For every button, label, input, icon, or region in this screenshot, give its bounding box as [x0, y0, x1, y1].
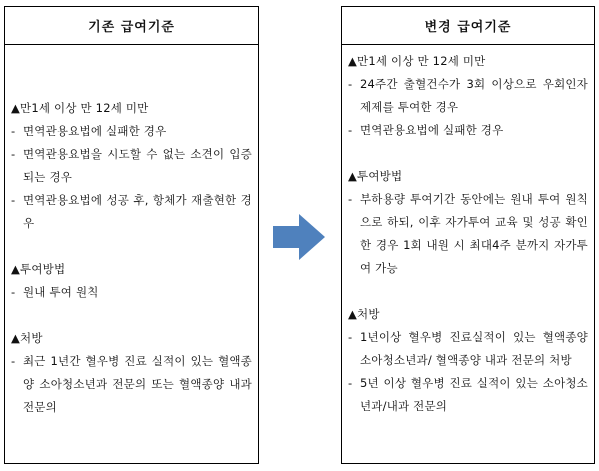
list-item-text: 면역관용요법을 시도할 수 없는 소견이 입증되는 경우 — [23, 147, 252, 184]
list-item — [11, 143, 252, 189]
list-item — [11, 281, 252, 304]
list-item — [11, 350, 252, 419]
dash-bullet: - — [348, 376, 353, 390]
dash-bullet: - — [348, 77, 353, 91]
new-prescription-section — [348, 303, 588, 418]
list-item-text: 면역관용요법에 성공 후, 항체가 재출현한 경우 — [23, 193, 252, 230]
list-item-text: 원내 투여 원칙 — [23, 285, 99, 299]
old-prescription-section-title: ▲처방 — [11, 331, 43, 345]
old-criteria-title: 기존 급여기준 — [5, 7, 258, 45]
list-item-text: 24주간 출혈건수가 3회 이상으로 우회인자제제를 투여한 경우 — [360, 77, 588, 114]
dash-bullet: - — [11, 354, 16, 368]
old-method-section-title: ▲투여방법 — [11, 262, 66, 276]
list-item — [11, 120, 252, 143]
list-item — [348, 326, 588, 372]
dash-bullet: - — [11, 147, 16, 161]
dash-bullet: - — [348, 123, 353, 137]
old-criteria-body — [5, 45, 258, 419]
old-criteria-panel — [4, 6, 259, 464]
list-item — [348, 372, 588, 418]
old-age-section — [11, 97, 252, 235]
dash-bullet: - — [348, 330, 353, 344]
list-item — [11, 189, 252, 235]
old-age-section-title: ▲만1세 이상 만 12세 미만 — [11, 101, 149, 115]
new-criteria-panel — [341, 6, 595, 464]
list-item-text: 1년이상 혈우병 진료실적이 있는 혈액종양 소아청소년과/ 혈액종양 내과 전문의 처방 — [360, 330, 588, 367]
new-method-section — [348, 165, 588, 280]
list-item-text: 5년 이상 혈우병 진료 실적이 있는 소아청소년과/내과 전문의 — [360, 376, 588, 413]
new-age-section-title: ▲만1세 이상 만 12세 미만 — [348, 54, 486, 68]
dash-bullet: - — [11, 285, 16, 299]
new-criteria-body — [342, 45, 594, 418]
list-item — [348, 119, 588, 142]
list-item-text: 최근 1년간 혈우병 진료 실적이 있는 혈액종양 소아청소년과 전문의 또는 혈액종양 내과 전문의 — [23, 354, 252, 414]
new-age-section — [348, 50, 588, 142]
list-item — [348, 188, 588, 280]
new-prescription-section-title: ▲처방 — [348, 307, 380, 321]
list-item-text: 면역관용요법에 실패한 경우 — [23, 124, 167, 138]
dash-bullet: - — [11, 124, 16, 138]
dash-bullet: - — [11, 193, 16, 207]
new-criteria-title: 변경 급여기준 — [342, 7, 594, 45]
right-arrow-icon — [273, 214, 325, 260]
new-method-section-title: ▲투여방법 — [348, 169, 403, 183]
list-item-text: 부하용량 투여기간 동안에는 원내 투여 원칙으로 하되, 이후 자가투여 교육 및 성공 확인한 경우 1회 내원 시 최대4주 분까지 자가투여 가능 — [360, 192, 588, 275]
list-item — [348, 73, 588, 119]
list-item-text: 면역관용요법에 실패한 경우 — [360, 123, 504, 137]
old-method-section — [11, 258, 252, 304]
dash-bullet: - — [348, 192, 353, 206]
old-prescription-section — [11, 327, 252, 419]
arrow-shape — [273, 214, 325, 260]
